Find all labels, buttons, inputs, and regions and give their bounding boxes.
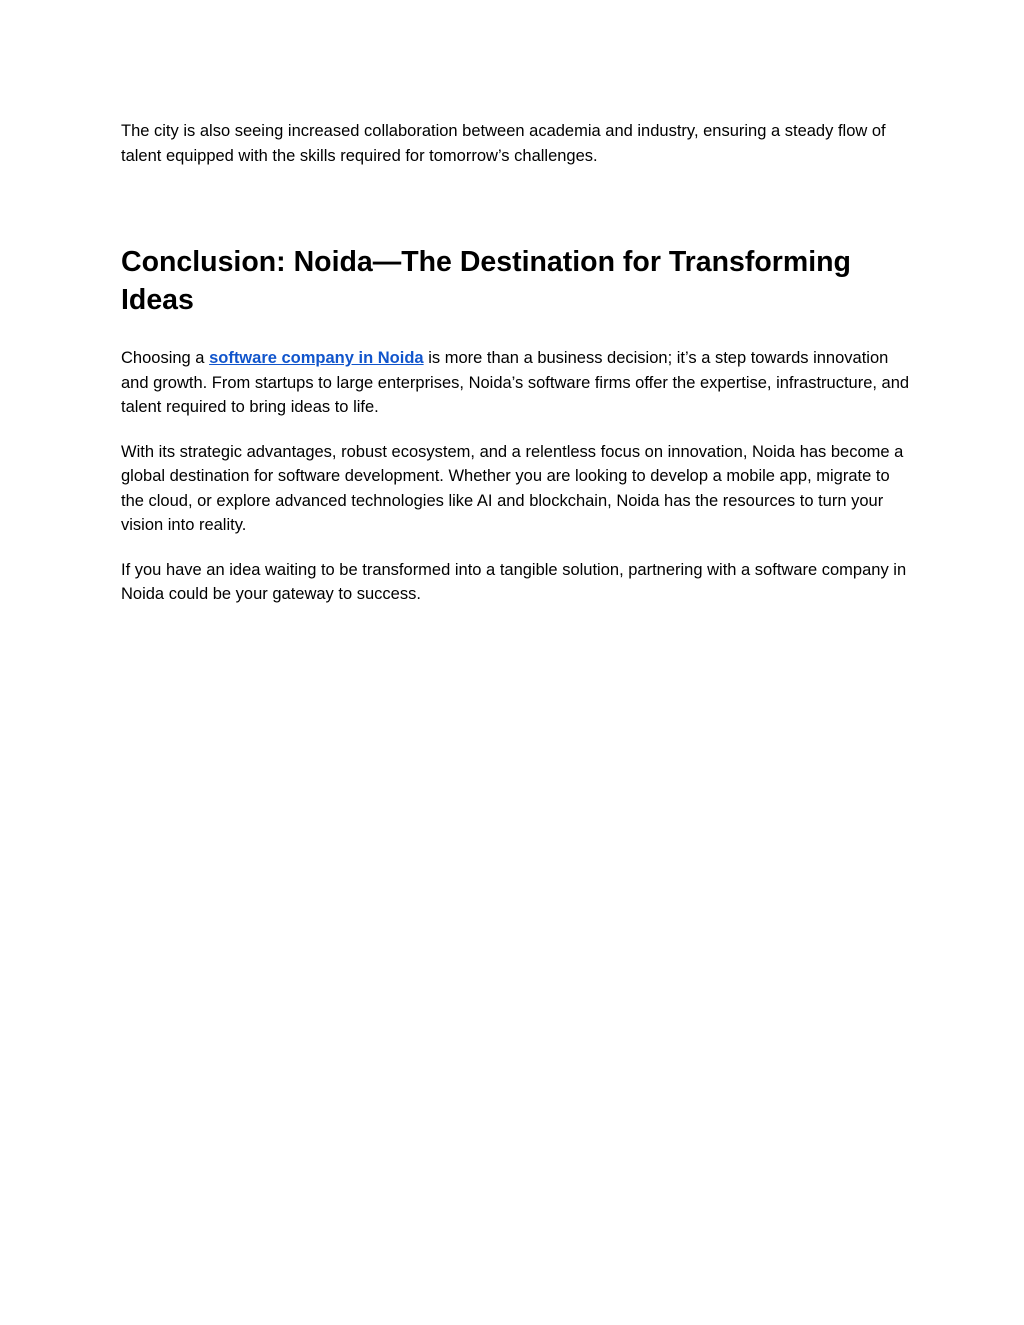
- paragraph-1: [121, 346, 911, 420]
- paragraph-1-text-after-link: is more than a business decision; it’s a step towards innovation and growth. From startups to large enterprises, Noida’s software firms offer the expertise, infrastructure, and talent required to bring ideas to life.: [121, 349, 910, 416]
- paragraph-2: With its strategic advantages, robust ecosystem, and a relentless focus on innovation, Noida has become a global destination for software development. Whether you are looking to develop a mobile app, migrate to the cloud, or explore advanced technologies like AI and blockchain, Noida has the resources to turn your vision into reality.: [121, 442, 904, 534]
- paragraph-3: If you have an idea waiting to be transformed into a tangible solution, partnering with a software company in Noida could be your gateway to success.: [121, 560, 907, 603]
- document-page: [121, 119, 911, 607]
- paragraph-1-text-before-link: Choosing a: [121, 349, 210, 367]
- intro-paragraph: The city is also seeing increased collaboration between academia and industry, ensuring a steady flow of talent equipped with the skills required for tomorrow’s challenges.: [121, 122, 886, 165]
- section-heading: Conclusion: Noida—The Destination for Transforming Ideas: [121, 246, 851, 316]
- software-company-link[interactable]: software company in Noida: [209, 349, 424, 367]
